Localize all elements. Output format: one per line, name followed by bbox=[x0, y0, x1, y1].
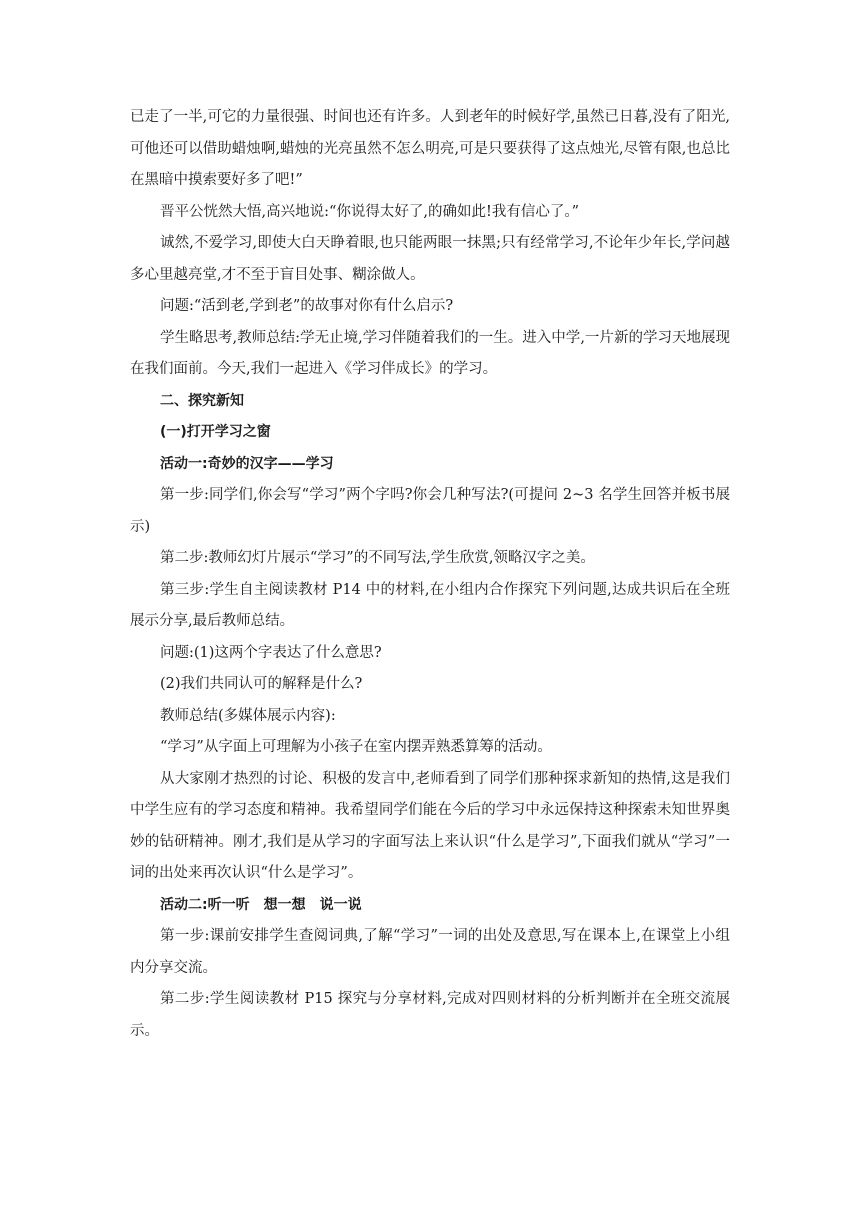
paragraph-teacher-conclusion: 教师总结(多媒体展示内容): bbox=[160, 707, 336, 724]
paragraph-literal-meaning: “学习”从字面上可理解为小孩子在室内摆弄熟悉算筹的活动。 bbox=[160, 739, 552, 755]
paragraph-story-ending: 已走了一半,可它的力量很强、时间也还有许多。人到老年的时候好学,虽然已日暮,没有了阳光,可他还可以借助蜡烛啊,蜡烛的光亮虽然不怎么明亮,可是只要获得了这点烛光,尽管有限,也总比在黑暗中摸索要好多了吧!” bbox=[130, 109, 730, 188]
paragraph-question-story: 问题:“活到老,学到老”的故事对你有什么启示? bbox=[160, 298, 454, 314]
paragraph-activity-two-step-one: 第一步:课前安排学生查阅词典,了解“学习”一词的出处及意思,写在课本上,在课堂上小组内分享交流。 bbox=[130, 928, 730, 976]
paragraph-step-three: 第三步:学生自主阅读教材 P14 中的材料,在小组内合作探究下列问题,达成共识后在全班展示分享,最后教师总结。 bbox=[130, 581, 730, 629]
activity-two-heading: 活动二:听一听 想一想 说一说 bbox=[160, 896, 362, 913]
paragraph-activity-two-step-two: 第二步:学生阅读教材 P15 探究与分享材料,完成对四则材料的分析判断并在全班交流展示。 bbox=[130, 991, 730, 1039]
paragraph-step-two: 第二步:教师幻灯片展示“学习”的不同写法,学生欣赏,领略汉字之美。 bbox=[160, 550, 595, 566]
paragraph-question-one: 问题:(1)这两个字表达了什么意思? bbox=[160, 644, 382, 661]
activity-one-heading: 活动一:奇妙的汉字——学习 bbox=[160, 455, 334, 472]
paragraph-teacher-summary: 学生略思考,教师总结:学无止境,学习伴随着我们的一生。进入中学,一片新的学习天地展现在我们面前。今天,我们一起进入《学习伴成长》的学习。 bbox=[130, 329, 730, 377]
subsection-heading-window: (一)打开学习之窗 bbox=[160, 424, 271, 440]
paragraph-step-one: 第一步:同学们,你会写“学习”两个字吗?你会几种写法?(可提问 2~3 名学生回答并板书展示) bbox=[130, 487, 730, 535]
document-body bbox=[130, 102, 730, 1047]
paragraph-jin-pinggong: 晋平公恍然大悟,高兴地说:“你说得太好了,的确如此!我有信心了。” bbox=[160, 203, 580, 220]
paragraph-indeed: 诚然,不爱学习,即使大白天睁着眼,也只能两眼一抹黑;只有经常学习,不论年少年长,学问越多心里越亮堂,才不至于盲目处事、糊涂做人。 bbox=[130, 235, 730, 283]
paragraph-discussion: 从大家刚才热烈的讨论、积极的发言中,老师看到了同学们那种探求新知的热情,这是我们中学生应有的学习态度和精神。我希望同学们能在今后的学习中永远保持这种探索未知世界奥妙的钻研精神。刚才,我们是从学习的字面写法上来认识“什么是学习”,下面我们就从“学习”一词的出处来再次认识“什么是学习”。 bbox=[130, 770, 730, 881]
section-heading-explore: 二、探究新知 bbox=[160, 392, 244, 409]
paragraph-question-two: (2)我们共同认可的解释是什么? bbox=[160, 676, 363, 692]
